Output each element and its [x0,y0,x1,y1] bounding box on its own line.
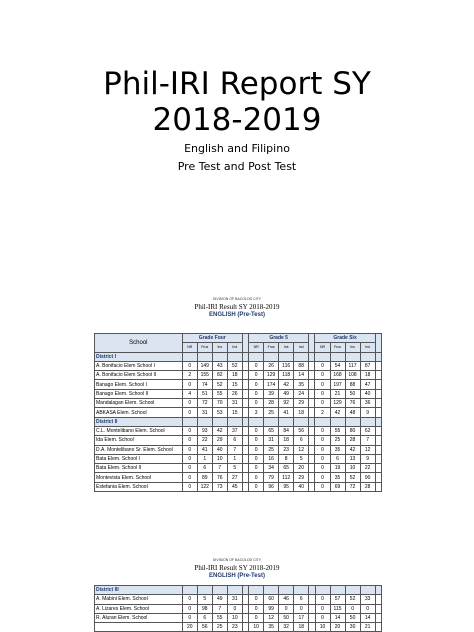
score-cell: 60 [264,595,279,604]
score-cell: 47 [360,380,375,389]
score-cell: 0 [249,371,264,380]
score-cell: 88 [294,361,309,370]
score-cell: 21 [330,389,345,398]
grade-header: Grade 5 [249,334,309,343]
score-cell: 88 [345,380,360,389]
score-cell: 155 [197,371,212,380]
subtitle-languages: English and Filipino [184,142,290,155]
score-cell: 23 [279,445,294,454]
score-cell: 26 [227,389,242,398]
score-cell: 52 [227,361,242,370]
score-cell: 115 [330,604,345,613]
score-cell: 0 [182,426,197,435]
score-cell: 22 [197,436,212,445]
score-cell: 0 [249,454,264,463]
score-cell: 65 [264,426,279,435]
score-cell: 9 [360,454,375,463]
score-cell: 8 [279,454,294,463]
score-cell: 0 [315,482,330,491]
score-cell: 99 [264,604,279,613]
school-name: D.A. Montelibano Sr. Elem. School [95,445,183,454]
score-cell: 76 [212,473,227,482]
score-cell: 48 [345,408,360,417]
score-cell: 6 [294,436,309,445]
score-cell: 0 [249,436,264,445]
district-row [95,352,382,361]
score-cell: 32 [279,623,294,632]
score-cell: 12 [264,613,279,622]
score-cell: 174 [264,380,279,389]
table-row [95,361,382,370]
score-cell: 93 [197,426,212,435]
score-cell: 55 [330,426,345,435]
score-cell: 10 [345,464,360,473]
score-cell: 6 [197,464,212,473]
score-cell: 39 [264,389,279,398]
score-cell: 168 [330,371,345,380]
report-title-line1: Phil-IRI Report SY [103,66,371,102]
score-cell: 0 [315,464,330,473]
score-cell: 29 [294,399,309,408]
score-cell: 41 [279,408,294,417]
school-name: A. Lizares Elem. School [95,604,183,613]
score-cell: 20 [294,464,309,473]
score-cell: 25 [264,408,279,417]
score-cell: 5 [294,454,309,463]
score-cell: 29 [294,473,309,482]
score-cell: 31 [197,408,212,417]
score-cell: 27 [227,473,242,482]
report-title-line2: 2018-2019 [152,102,322,138]
level-header: Ins [212,343,227,352]
table-row [95,445,382,454]
score-cell: 73 [212,482,227,491]
score-cell: 1 [197,454,212,463]
score-cell: 55 [212,613,227,622]
score-cell: 20 [182,623,197,632]
score-cell: 52 [212,380,227,389]
score-cell: 10 [212,454,227,463]
score-cell: 22 [360,464,375,473]
score-cell: 0 [249,604,264,613]
table-row [95,595,382,604]
score-cell: 42 [330,408,345,417]
score-cell: 12 [360,445,375,454]
score-cell: 18 [294,408,309,417]
score-cell: 35 [330,473,345,482]
score-cell: 40 [294,482,309,491]
score-cell: 0 [315,445,330,454]
score-cell: 80 [345,426,360,435]
score-cell: 56 [197,623,212,632]
report-page-1 [0,297,474,318]
score-cell: 0 [360,604,375,613]
level-header: Ind [294,343,309,352]
score-cell: 69 [330,482,345,491]
score-cell: 6 [330,454,345,463]
score-cell: 7 [212,604,227,613]
school-name [95,623,183,632]
score-cell: 35 [294,380,309,389]
score-cell: 0 [315,436,330,445]
level-header: Ind [360,343,375,352]
score-cell: 49 [279,389,294,398]
school-name: Montevista Elem. School [95,473,183,482]
level-header: NR [249,343,264,352]
score-cell: 0 [182,408,197,417]
score-cell: 14 [294,371,309,380]
score-cell: 0 [182,604,197,613]
school-name: R. Aluran Elem. School [95,613,183,622]
score-cell: 14 [360,613,375,622]
score-cell: 0 [182,361,197,370]
table-row [95,380,382,389]
score-cell: 0 [315,595,330,604]
score-cell: 19 [330,464,345,473]
score-cell: 0 [182,399,197,408]
score-cell: 50 [279,613,294,622]
score-cell: 25 [212,623,227,632]
results-table-1 [94,333,382,492]
score-cell: 53 [212,408,227,417]
district-name: District I [95,352,183,361]
score-cell: 6 [197,613,212,622]
score-cell: 12 [294,445,309,454]
score-cell: 42 [212,426,227,435]
level-header: Frus [330,343,345,352]
score-cell: 5 [197,595,212,604]
score-cell: 6 [227,436,242,445]
score-cell: 46 [279,595,294,604]
score-cell: 0 [182,613,197,622]
score-cell: 10 [315,623,330,632]
score-cell: 0 [249,361,264,370]
score-cell: 149 [197,361,212,370]
score-cell: 129 [264,371,279,380]
school-name: ABKASA Elem. School [95,408,183,417]
table-row [95,464,382,473]
school-name: Banago Elem. School I [95,380,183,389]
score-cell: 40 [212,445,227,454]
district-name: District II [95,417,183,426]
score-cell: 1 [227,454,242,463]
score-cell: 2 [182,371,197,380]
score-cell: 14 [330,613,345,622]
title-slide [0,0,474,300]
score-cell: 31 [227,595,242,604]
grade-header: Grade Six [315,334,375,343]
score-cell: 0 [249,595,264,604]
score-cell: 49 [212,595,227,604]
score-cell: 0 [294,604,309,613]
score-cell: 0 [182,454,197,463]
school-name: Mandalagan Elem. School [95,399,183,408]
score-cell: 31 [227,399,242,408]
score-cell: 21 [360,623,375,632]
score-cell: 9 [360,408,375,417]
score-cell: 0 [315,613,330,622]
score-cell: 42 [345,445,360,454]
score-cell: 45 [227,482,242,491]
school-name: Ida Elem. School [95,436,183,445]
score-cell: 108 [345,371,360,380]
score-cell: 0 [227,604,242,613]
score-cell: 89 [197,473,212,482]
score-cell: 0 [249,445,264,454]
score-cell: 0 [315,454,330,463]
table-row [95,389,382,398]
score-cell: 31 [264,436,279,445]
score-cell: 74 [197,380,212,389]
report-title [0,66,474,138]
score-cell: 0 [315,389,330,398]
score-cell: 52 [345,595,360,604]
score-cell: 29 [212,436,227,445]
test-label: ENGLISH (Pre-Test) [209,312,265,318]
score-cell: 2 [315,408,330,417]
grade-header: Grade Four [182,334,242,343]
score-cell: 35 [264,623,279,632]
score-cell: 18 [360,371,375,380]
score-cell: 23 [227,623,242,632]
score-cell: 0 [315,371,330,380]
table-row [95,473,382,482]
district-row [95,586,382,595]
table-row [95,371,382,380]
table-row [95,604,382,613]
score-cell: 72 [345,482,360,491]
district-row [95,417,382,426]
score-cell: 28 [264,399,279,408]
score-cell: 82 [212,371,227,380]
score-cell: 65 [279,464,294,473]
score-cell: 0 [182,595,197,604]
score-cell: 95 [279,482,294,491]
score-cell: 92 [279,399,294,408]
score-cell: 20 [330,623,345,632]
table-row [95,482,382,491]
score-cell: 0 [249,464,264,473]
score-cell: 36 [360,399,375,408]
score-cell: 0 [249,613,264,622]
score-cell: 51 [197,389,212,398]
level-header: NR [315,343,330,352]
score-cell: 50 [345,613,360,622]
level-header: Ins [345,343,360,352]
score-cell: 96 [264,482,279,491]
score-cell: 18 [294,623,309,632]
score-cell: 55 [212,389,227,398]
test-label: ENGLISH (Pre-Test) [209,573,265,579]
score-cell: 129 [330,399,345,408]
score-cell: 28 [345,436,360,445]
score-cell: 3 [249,408,264,417]
score-cell: 76 [345,399,360,408]
school-name: C.L. Montelibano Elem. School [95,426,183,435]
school-header: School [95,334,183,353]
table-row [95,623,382,632]
score-cell: 90 [360,473,375,482]
score-cell: 24 [294,389,309,398]
results-table-2 [94,585,382,632]
score-cell: 79 [264,473,279,482]
school-name: Estefania Elem. School [95,482,183,491]
score-cell: 43 [212,361,227,370]
score-cell: 116 [279,361,294,370]
subtitle-tests: Pre Test and Post Test [177,160,297,173]
score-cell: 15 [227,408,242,417]
score-cell: 62 [360,426,375,435]
score-cell: 35 [330,445,345,454]
score-cell: 0 [249,426,264,435]
score-cell: 0 [315,399,330,408]
school-name: A. Bonifacio Elem School I [95,361,183,370]
score-cell: 18 [279,436,294,445]
score-cell: 18 [227,371,242,380]
level-header: Ins [279,343,294,352]
score-cell: 37 [227,426,242,435]
division-label: DIVISION OF BACOLOD CITY [212,558,262,562]
score-cell: 25 [264,445,279,454]
score-cell: 16 [264,454,279,463]
score-cell: 40 [360,389,375,398]
score-cell: 34 [264,464,279,473]
score-cell: 57 [330,595,345,604]
score-cell: 0 [182,464,197,473]
score-cell: 52 [345,473,360,482]
score-cell: 26 [264,361,279,370]
level-header: Frus [197,343,212,352]
score-cell: 0 [315,604,330,613]
score-cell: 28 [360,482,375,491]
score-cell: 0 [182,473,197,482]
score-cell: 7 [360,436,375,445]
score-cell: 0 [182,436,197,445]
score-cell: 87 [360,361,375,370]
division-label: DIVISION OF BACOLOD CITY [212,297,262,301]
score-cell: 15 [227,380,242,389]
score-cell: 10 [227,613,242,622]
score-cell: 13 [345,454,360,463]
score-cell: 0 [182,380,197,389]
score-cell: 0 [249,473,264,482]
score-cell: 118 [279,371,294,380]
score-cell: 17 [294,613,309,622]
score-cell: 30 [345,623,360,632]
score-cell: 117 [345,361,360,370]
score-cell: 25 [330,436,345,445]
school-name: A. Bonifacio Elem School II [95,371,183,380]
school-name: A. Mabini Elem. School [95,595,183,604]
score-cell: 0 [249,380,264,389]
score-cell: 4 [182,389,197,398]
school-name: Bata Elem. School I [95,454,183,463]
level-header: Frus [264,343,279,352]
result-title: Phil-IRI Result SY 2018-2019 [194,564,280,572]
score-cell: 7 [227,445,242,454]
score-cell: 72 [197,399,212,408]
score-cell: 6 [294,595,309,604]
table-row [95,399,382,408]
district-name: District III [95,586,183,595]
score-cell: 84 [279,426,294,435]
score-cell: 56 [294,426,309,435]
report-page-2 [0,558,474,579]
score-cell: 0 [279,604,294,613]
score-cell: 50 [345,389,360,398]
score-cell: 197 [330,380,345,389]
score-cell: 70 [212,399,227,408]
score-cell: 42 [279,380,294,389]
score-cell: 0 [315,426,330,435]
score-cell: 10 [249,623,264,632]
result-title: Phil-IRI Result SY 2018-2019 [194,303,280,311]
score-cell: 0 [345,604,360,613]
score-cell: 0 [182,445,197,454]
level-header: NR [182,343,197,352]
level-header: Ind [227,343,242,352]
score-cell: 7 [212,464,227,473]
score-cell: 0 [249,389,264,398]
score-cell: 5 [227,464,242,473]
table-row [95,436,382,445]
score-cell: 0 [249,399,264,408]
school-name: Bata Elem. School II [95,464,183,473]
score-cell: 0 [315,361,330,370]
school-name: Banago Elem. School II [95,389,183,398]
table-row [95,426,382,435]
table-row [95,613,382,622]
score-cell: 33 [360,595,375,604]
score-cell: 41 [197,445,212,454]
score-cell: 0 [315,380,330,389]
score-cell: 0 [315,473,330,482]
table-row [95,454,382,463]
score-cell: 122 [197,482,212,491]
score-cell: 0 [249,482,264,491]
score-cell: 98 [197,604,212,613]
table-row [95,408,382,417]
score-cell: 0 [182,482,197,491]
score-cell: 54 [330,361,345,370]
score-cell: 112 [279,473,294,482]
